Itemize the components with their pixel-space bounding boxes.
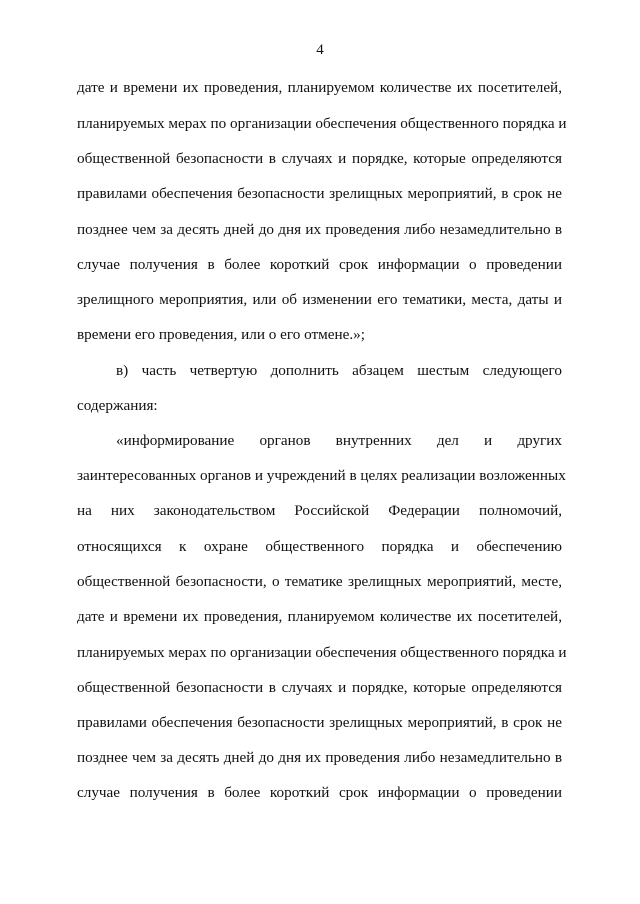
page-number: 4 [316, 42, 324, 58]
text-line: правилами обеспечения безопасности зрелищных мероприятий, в срок не [77, 185, 562, 202]
text-line: заинтересованных органов и учреждений в целях реализации возложенных [77, 467, 566, 484]
text-line: на них законодательством Российской Федерации полномочий, [77, 502, 562, 519]
text-line: относящихся к охране общественного порядка и обеспечению [77, 538, 562, 555]
text-line: общественной безопасности, о тематике зрелищных мероприятий, месте, [77, 573, 562, 590]
text-line: дате и времени их проведения, планируемом количестве их посетителей, [77, 79, 562, 96]
paragraph-first-line: «информирование органов внутренних дел и других [116, 432, 562, 449]
text-line: общественной безопасности в случаях и порядке, которые определяются [77, 150, 562, 167]
text-line: планируемых мерах по организации обеспечения общественного порядка и [77, 115, 567, 132]
text-line: дате и времени их проведения, планируемом количестве их посетителей, [77, 608, 562, 625]
text-line: планируемых мерах по организации обеспечения общественного порядка и [77, 644, 567, 661]
text-line: правилами обеспечения безопасности зрелищных мероприятий, в срок не [77, 714, 562, 731]
text-line: общественной безопасности в случаях и порядке, которые определяются [77, 679, 562, 696]
text-line: зрелищного мероприятия, или об изменении его тематики, места, даты и [77, 291, 562, 308]
text-line: случае получения в более короткий срок информации о проведении [77, 784, 562, 801]
paragraph-first-line: в) часть четвертую дополнить абзацем шестым следующего [116, 362, 562, 379]
text-line: времени его проведения, или о его отмене.»; [77, 326, 365, 343]
text-line: случае получения в более короткий срок информации о проведении [77, 256, 562, 273]
text-line: позднее чем за десять дней до дня их проведения либо незамедлительно в [77, 221, 562, 238]
text-line: содержания: [77, 397, 158, 414]
text-line: позднее чем за десять дней до дня их проведения либо незамедлительно в [77, 749, 562, 766]
